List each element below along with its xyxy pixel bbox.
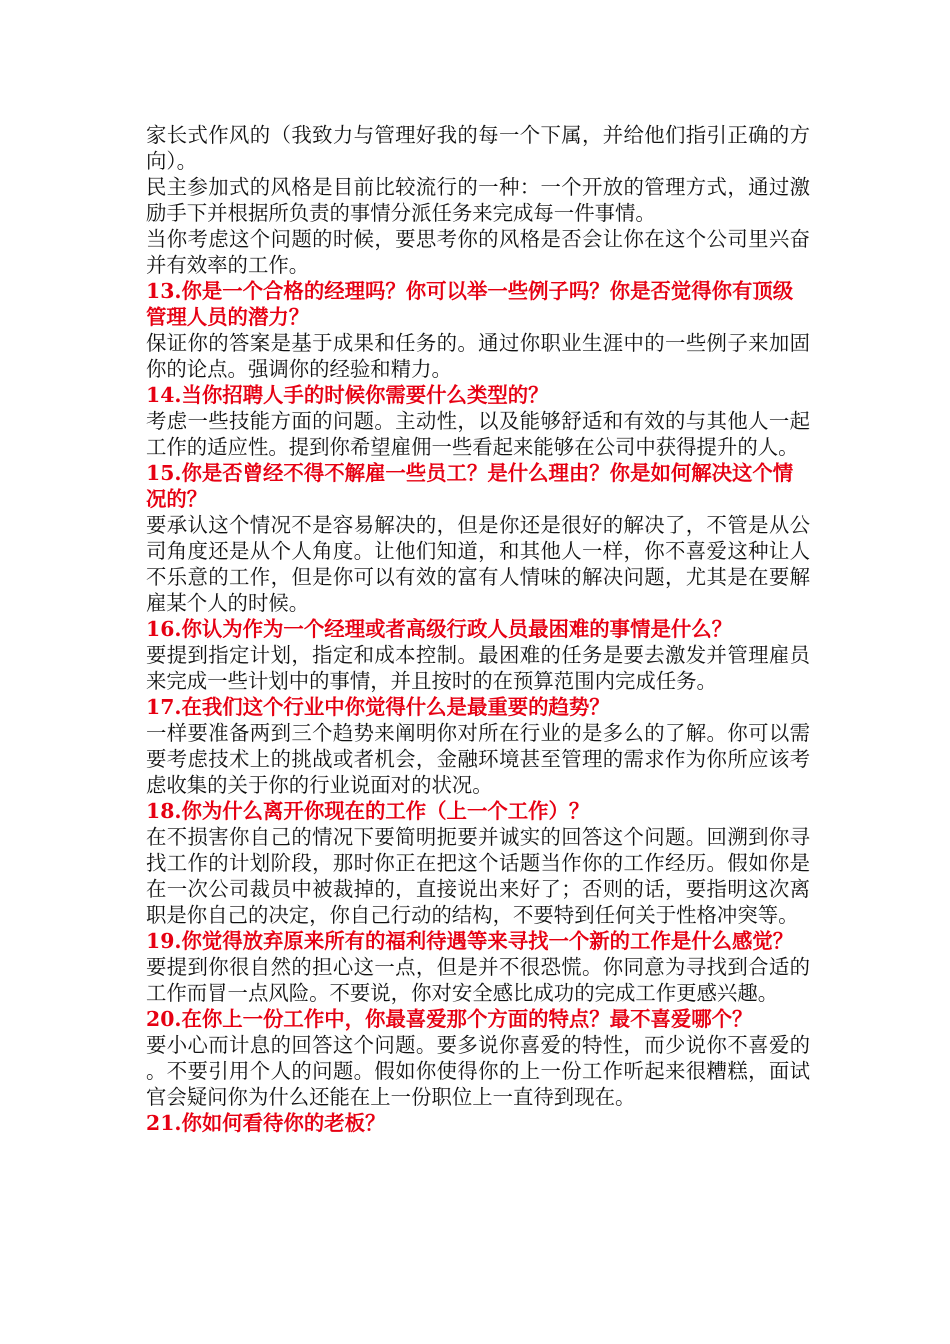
- question-heading: 18.你为什么离开你现在的工作（上一个工作）？: [146, 799, 590, 823]
- document-page: [146, 122, 810, 1136]
- answer-paragraph: 当你考虑这个问题的时候，要思考你的风格是否会让你在这个公司里兴奋并有效率的工作。: [146, 227, 810, 277]
- question-heading: 15.你是否曾经不得不解雇一些员工？是什么理由？你是如何解决这个情况的？: [146, 461, 794, 511]
- answer-paragraph: 在不损害你自己的情况下要简明扼要并诚实的回答这个问题。回溯到你寻找工作的计划阶段，那时你正在把这个话题当作你的工作经历。假如你是在一次公司裁员中被裁掉的，直接说出来好了；否则的话，要指明这次离职是你自己的决定，你自己行动的结构，不要特到任何关于性格冲突等。: [146, 825, 810, 927]
- answer-paragraph: 家长式作风的（我致力与管理好我的每一个下属，并给他们指引正确的方向）。: [146, 123, 810, 173]
- question-heading: 19.你觉得放弃原来所有的福利待遇等来寻找一个新的工作是什么感觉？: [146, 929, 794, 953]
- answer-paragraph: 保证你的答案是基于成果和任务的。通过你职业生涯中的一些例子来加固你的论点。强调你的经验和精力。: [146, 331, 810, 381]
- question-heading: 17.在我们这个行业中你觉得什么是最重要的趋势？: [146, 695, 610, 719]
- question-heading: 16.你认为作为一个经理或者高级行政人员最困难的事情是什么？: [146, 617, 733, 641]
- answer-paragraph: 要提到你很自然的担心这一点，但是并不很恐慌。你同意为寻找到合适的工作而冒一点风险。不要说，你对安全感比成功的完成工作更感兴趣。: [146, 955, 810, 1005]
- answer-paragraph: 一样要准备两到三个趋势来阐明你对所在行业的是多么的了解。你可以需要考虑技术上的挑战或者机会，金融环境甚至管理的需求作为你所应该考虑收集的关于你的行业说面对的状况。: [146, 721, 810, 797]
- question-heading: 21.你如何看待你的老板？: [146, 1111, 386, 1135]
- answer-paragraph: 要承认这个情况不是容易解决的，但是你还是很好的解决了，不管是从公司角度还是从个人角度。让他们知道，和其他人一样，你不喜爱这种让人不乐意的工作，但是你可以有效的富有人情味的解决问题，尤其是在要解雇某个人的时候。: [146, 513, 810, 615]
- question-heading: 13.你是一个合格的经理吗？你可以举一些例子吗？你是否觉得你有顶级管理人员的潜力？: [146, 279, 794, 329]
- answer-paragraph: 考虑一些技能方面的问题。主动性，以及能够舒适和有效的与其他人一起工作的适应性。提到你希望雇佣一些看起来能够在公司中获得提升的人。: [146, 409, 810, 459]
- question-heading: 20.在你上一份工作中，你最喜爱那个方面的特点？最不喜爱哪个？: [146, 1007, 753, 1031]
- answer-paragraph: 要提到指定计划，指定和成本控制。最困难的任务是要去激发并管理雇员来完成一些计划中的事情，并且按时的在预算范围内完成任务。: [146, 643, 810, 693]
- question-heading: 14.当你招聘人手的时候你需要什么类型的？: [146, 383, 549, 407]
- answer-paragraph: 民主参加式的风格是目前比较流行的一种：一个开放的管理方式，通过激励手下并根据所负责的事情分派任务来完成每一件事情。: [146, 175, 810, 225]
- answer-paragraph: 要小心而计息的回答这个问题。要多说你喜爱的特性，而少说你不喜爱的。不要引用个人的问题。假如你使得你的上一份工作听起来很糟糕，面试官会疑问你为什么还能在上一份职位上一直待到现在。: [146, 1033, 810, 1109]
